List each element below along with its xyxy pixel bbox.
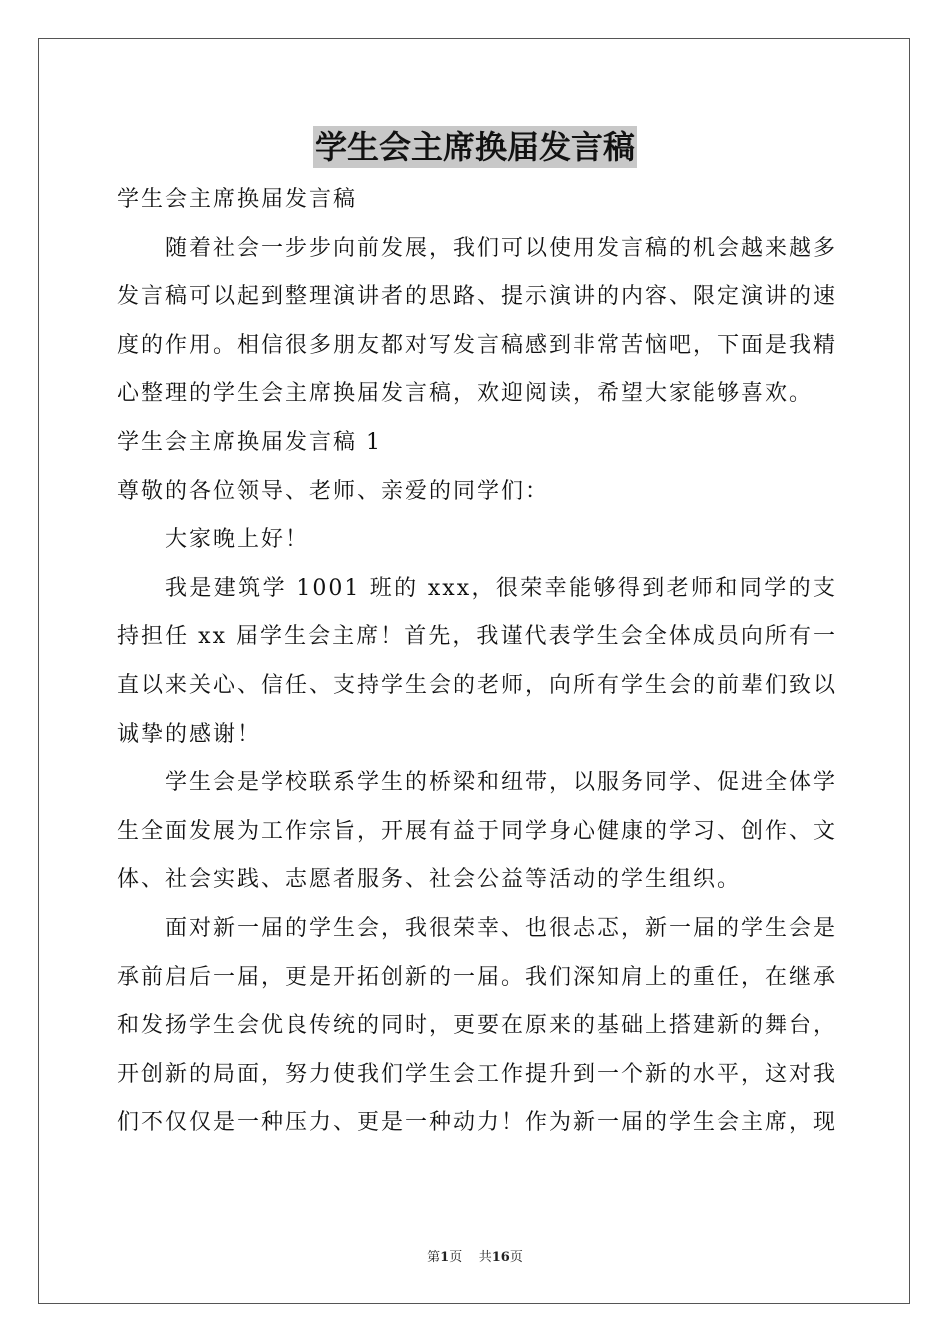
- document-body: [117, 176, 837, 1148]
- footer-total-suffix: 页: [509, 1250, 523, 1265]
- footer-page-suffix: 页: [449, 1250, 463, 1265]
- footer-current-page: 1: [440, 1250, 450, 1265]
- footer-total-prefix: 共: [478, 1250, 492, 1265]
- paragraph: 大家晚上好！: [165, 527, 310, 553]
- paragraph: 随着社会一步步向前发展，我们可以使用发言稿的机会越来越多发言稿可以起到整理演讲者的思路、提示演讲的内容、限定演讲的速度的作用。相信很多朋友都对写发言稿感到非常苦恼吧，下面是我精心整理的学生会主席换届发言稿，欢迎阅读，希望大家能够喜欢。: [117, 235, 838, 407]
- document-title: 学生会主席换届发言稿: [314, 128, 635, 166]
- footer-page-prefix: 第: [427, 1250, 441, 1265]
- paragraph: 我是建筑学 1001 班的 xxx，很荣幸能够得到老师和同学的支持担任 xx 届学生会主席！首先，我谨代表学生会全体成员向所有一直以来关心、信任、支持学生会的老师，向所有学生会的前辈们致以诚挚的感谢！: [117, 575, 838, 747]
- footer-total-pages: 16: [491, 1250, 510, 1265]
- paragraph: 尊敬的各位领导、老师、亲爱的同学们：: [117, 478, 550, 504]
- paragraph: 学生会主席换届发言稿 1: [117, 429, 382, 455]
- paragraph: 学生会是学校联系学生的桥梁和纽带，以服务同学、促进全体学生全面发展为工作宗旨，开展有益于同学身心健康的学习、创作、文体、社会实践、志愿者服务、社会公益等活动的学生组织。: [117, 770, 838, 893]
- title-container: [0, 126, 950, 168]
- paragraph: 学生会主席换届发言稿: [117, 187, 358, 212]
- paragraph: 面对新一届的学生会，我很荣幸、也很忐忑，新一届的学生会是承前启后一届，更是开拓创新的一届。我们深知肩上的重任，在继承和发扬学生会优良传统的同时，更要在原来的基础上搭建新的舞台，开创新的局面，努力使我们学生会工作提升到一个新的水平，这对我们不仅仅是一种压力、更是一种动力！作为新一届的学生会主席，现: [117, 915, 838, 1136]
- page-footer: [0, 1246, 950, 1265]
